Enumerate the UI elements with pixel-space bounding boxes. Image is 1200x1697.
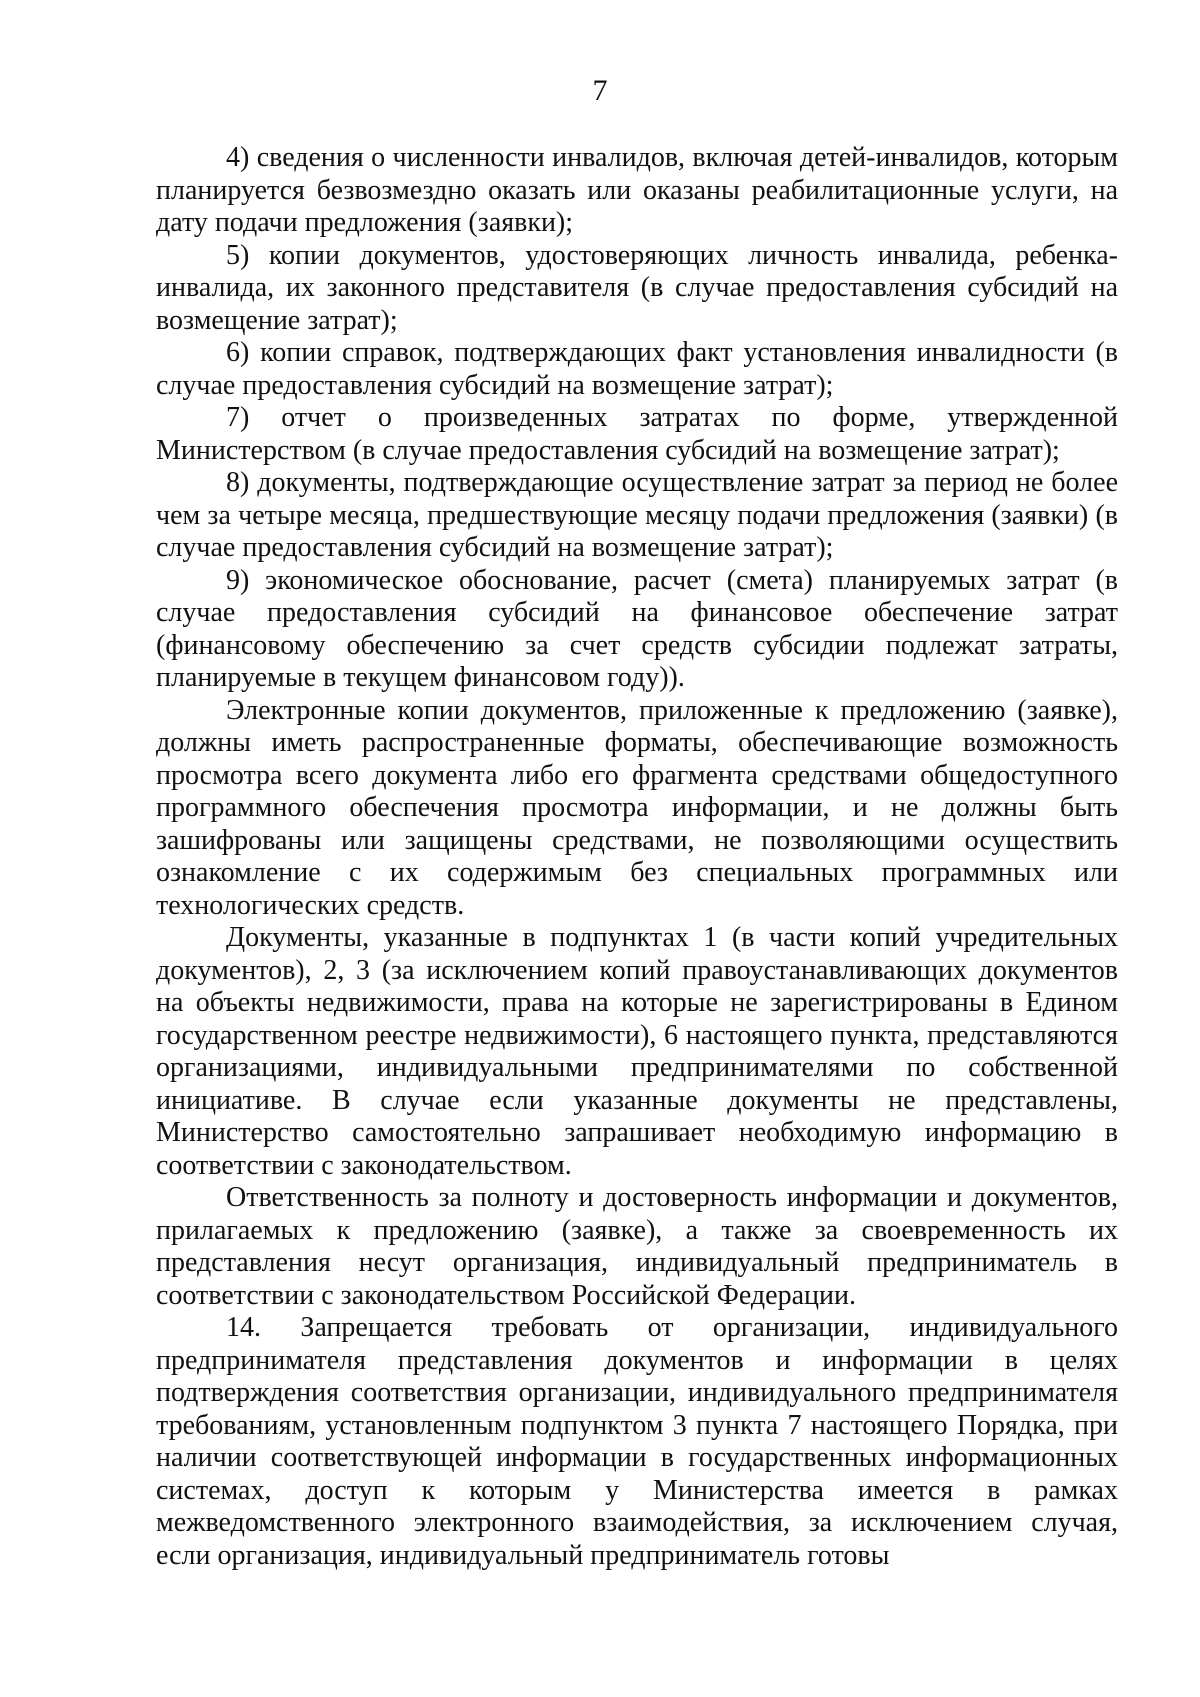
paragraph-electronic-copies: Электронные копии документов, приложенные к предложению (заявке), должны иметь распространенные форматы, обеспечивающие возможность просмотра всего документа либо его фрагмента средствами общедоступного программного обеспечения просмотра информации, и не должны быть зашифрованы или защищены средствами, не позволяющими осуществить ознакомление с их содержимым без специальных программных или технологических средств.	[156, 694, 1118, 921]
paragraph-item-7: 7) отчет о произведенных затратах по форме, утвержденной Министерством (в случае предоставления субсидий на возмещение затрат);	[156, 402, 1118, 466]
paragraph-documents-listed: Документы, указанные в подпунктах 1 (в части копий учредительных документов), 2, 3 (за исключением копий правоустанавливающих документов на объекты недвижимости, права на которые не зарегистрированы в Едином государственном реестре недвижимости), 6 настоящего пункта, представляются организациями, индивидуальными предпринимателями по собственной инициативе. В случае если указанные документы не представлены, Министерство самостоятельно запрашивает необходимую информацию в соответствии с законодательством.	[156, 922, 1118, 1181]
paragraph-item-4: 4) сведения о численности инвалидов, включая детей-инвалидов, которым планируется безвозмездно оказать или оказаны реабилитационные услуги, на дату подачи предложения (заявки);	[156, 142, 1118, 238]
paragraph-item-6: 6) копии справок, подтверждающих факт установления инвалидности (в случае предоставления субсидий на возмещение затрат);	[156, 337, 1118, 401]
paragraph-responsibility: Ответственность за полноту и достоверность информации и документов, прилагаемых к предложению (заявке), а также за своевременность их представления несут организация, индивидуальный предприниматель в соответствии с законодательством Российской Федерации.	[156, 1182, 1118, 1311]
paragraph-item-8: 8) документы, подтверждающие осуществление затрат за период не более чем за четыре месяца, предшествующие месяцу подачи предложения (заявки) (в случае предоставления субсидий на возмещение затрат);	[156, 467, 1118, 563]
document-body	[156, 142, 1118, 1572]
paragraph-item-14: 14. Запрещается требовать от организации, индивидуального предпринимателя представления документов и информации в целях подтверждения соответствия организации, индивидуального предпринимателя требованиям, установленным подпунктом 3 пункта 7 настоящего Порядка, при наличии соответствующей информации в государственных информационных системах, доступ к которым у Министерства имеется в рамках межведомственного электронного взаимодействия, за исключением случая, если организация, индивидуальный предприниматель готовы	[156, 1312, 1118, 1571]
page-number: 7	[592, 74, 608, 107]
paragraph-item-9: 9) экономическое обоснование, расчет (смета) планируемых затрат (в случае предоставления субсидий на финансовое обеспечение затрат (финансовому обеспечению за счет средств субсидии подлежат затраты, планируемые в текущем финансовом году)).	[156, 564, 1118, 693]
paragraph-item-5: 5) копии документов, удостоверяющих личность инвалида, ребенка-инвалида, их законного представителя (в случае предоставления субсидий на возмещение затрат);	[156, 239, 1118, 336]
